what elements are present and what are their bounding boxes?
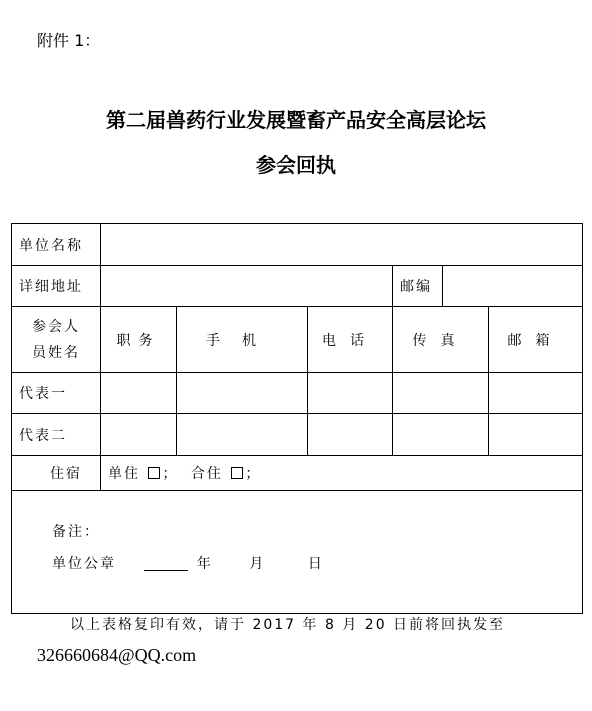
address-label: 详细地址 [12, 266, 101, 307]
attendee-label-line1: 参会人 [32, 318, 80, 335]
attachment-label: 附件 1： [37, 31, 101, 50]
header-fax: 传真 [393, 307, 489, 373]
rep1-label: 代表一 [12, 373, 101, 414]
remark-area[interactable] [12, 491, 583, 614]
registration-table [11, 223, 583, 614]
rep2-email-field[interactable] [489, 414, 583, 456]
year-label: 年 [196, 556, 213, 572]
rep1-mobile-field[interactable] [177, 373, 308, 414]
address-field[interactable] [101, 266, 393, 307]
form-subtitle: 参会回执 [256, 153, 336, 177]
rep2-mobile-field[interactable] [177, 414, 308, 456]
header-email: 邮箱 [489, 307, 583, 373]
seal-label: 单位公章 [52, 556, 116, 572]
remark-label: 备注： [52, 524, 100, 540]
shared-checkbox[interactable] [231, 467, 243, 479]
day-label: 日 [307, 556, 324, 572]
unit-name-field[interactable] [101, 224, 583, 266]
lodging-end: ； [245, 466, 262, 482]
year-blank[interactable] [144, 556, 188, 571]
month-label: 月 [249, 556, 266, 572]
lodging-shared-label: 合住 [190, 466, 223, 482]
lodging-options [101, 456, 583, 491]
lodging-separator: ； [162, 466, 179, 482]
attendee-label-line2: 员姓名 [32, 344, 80, 361]
lodging-single-label: 单住 [108, 466, 140, 482]
attendee-label [12, 307, 101, 373]
rep1-phone-field[interactable] [308, 373, 393, 414]
unit-name-label: 单位名称 [12, 224, 101, 266]
header-position: 职务 [101, 307, 177, 373]
seal-line [52, 553, 324, 573]
rep1-fax-field[interactable] [393, 373, 489, 414]
postcode-field[interactable] [443, 266, 583, 307]
instruction-note: 以上表格复印有效，请于 2017 年 8 月 20 日前将回执发至 [70, 617, 506, 633]
rep2-position-field[interactable] [101, 414, 177, 456]
rep2-label: 代表二 [12, 414, 101, 456]
rep2-fax-field[interactable] [393, 414, 489, 456]
postcode-label: 邮编 [393, 266, 443, 307]
form-title: 第二届兽药行业发展暨畜产品安全高层论坛 [106, 108, 486, 132]
header-mobile: 手机 [177, 307, 308, 373]
rep1-position-field[interactable] [101, 373, 177, 414]
rep2-phone-field[interactable] [308, 414, 393, 456]
header-phone: 电话 [308, 307, 393, 373]
rep1-email-field[interactable] [489, 373, 583, 414]
lodging-label: 住宿 [12, 456, 101, 491]
single-checkbox[interactable] [148, 467, 160, 479]
contact-email: 326660684@QQ.com [37, 645, 197, 665]
